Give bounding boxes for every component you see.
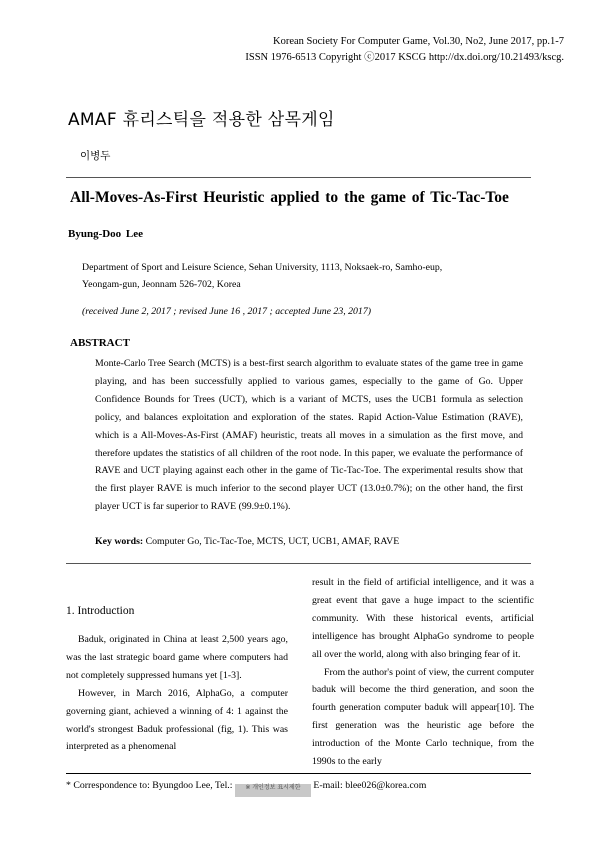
column-left (66, 631, 288, 756)
affiliation-line1: Department of Sport and Leisure Science, Sehan University, 1113, Noksaek-ro, Samho-eup, (82, 262, 443, 273)
journal-header (245, 34, 564, 66)
korean-title: AMAF 휴리스틱을 적용한 삼목게임 (68, 110, 335, 130)
paragraph: result in the field of artificial intelligence, and it was a great event that gave a huge impact to the scientific community. With these historical events, artificial intelligence has brought AlphaGo syndrome to people all over the world, along with also bringing fear of it. (312, 577, 534, 660)
column-right (312, 574, 534, 771)
footnote-rule (66, 773, 531, 774)
journal-header-line2: ISSN 1976-6513 Copyright ⓒ2017 KSCG http://dx.doi.org/10.21493/kscg. (245, 52, 564, 63)
english-title: All-Moves-As-First Heuristic applied to the game of Tic-Tac-Toe (70, 189, 509, 206)
received-dates: (received June 2, 2017 ; revised June 16 , 2017 ; accepted June 23, 2017) (82, 306, 371, 317)
abstract-rule (66, 563, 531, 564)
section-heading-introduction: 1. Introduction (66, 605, 135, 617)
abstract-heading: ABSTRACT (70, 337, 130, 349)
english-author: Byung-Doo Lee (68, 228, 144, 240)
abstract-text: Monte-Carlo Tree Search (MCTS) is a best-first search algorithm to evaluate states of the game tree in game playing, and has been successfully applied to various games, especially to the game of Go. Upper Confidence Bounds for Trees (UCT), which is a variant of MCTS, uses the UCB1 formula as selection policy, and balances exploitation and exploration of the states. Rapid Action-Value Estimation (RAVE), which is a All-Moves-As-First (AMAF) heuristic, treats all moves in a simulation as the first move, and therefore updates the statistics of all children of the root node. In this paper, we evaluate the performance of RAVE and UCT playing against each other in the game of Tic-Tac-Toe. The experimental results show that the first player RAVE is much inferior to the second player UCT (13.0±0.7%); on the other hand, the first player UCT is far superior to RAVE (99.9±0.1%). (95, 358, 523, 513)
paragraph: However, in March 2016, AlphaGo, a computer governing giant, achieved a winning of 4: 1 against the world's strongest Baduk professional (fig, 1). This was interpreted as a phenomenal (66, 687, 288, 753)
redacted-box: ※ 개인정보 표시제한 (235, 784, 311, 797)
paragraph: Baduk, originated in China at least 2,500 years ago, was the last strategic board game where computers had not completely suppressed humans yet [1-3]. (66, 634, 288, 681)
affiliation (82, 259, 522, 293)
title-rule (66, 177, 531, 178)
keywords-label: Key words: (95, 536, 144, 547)
paragraph: From the author's point of view, the current computer baduk will become the third generation, and soon the fourth generation computer baduk will appear[10]. The first generation was the heuristic age before the introduction of the Monte Carlo technique, from the 1990s to the early (312, 666, 534, 768)
korean-author: 이병두 (80, 150, 111, 162)
footnote-email: E-mail: blee026@korea.com (313, 780, 427, 791)
keywords (95, 536, 399, 547)
keywords-text: Computer Go, Tic-Tac-Toe, MCTS, UCT, UCB1, AMAF, RAVE (145, 536, 400, 547)
journal-header-line1: Korean Society For Computer Game, Vol.30, No2, June 2017, pp.1-7 (273, 36, 564, 47)
affiliation-line2: Yeongam-gun, Jeonnam 526-702, Korea (82, 279, 241, 290)
footnote (66, 780, 426, 797)
footnote-prefix: * Correspondence to: Byungdoo Lee, Tel.: (66, 780, 233, 791)
